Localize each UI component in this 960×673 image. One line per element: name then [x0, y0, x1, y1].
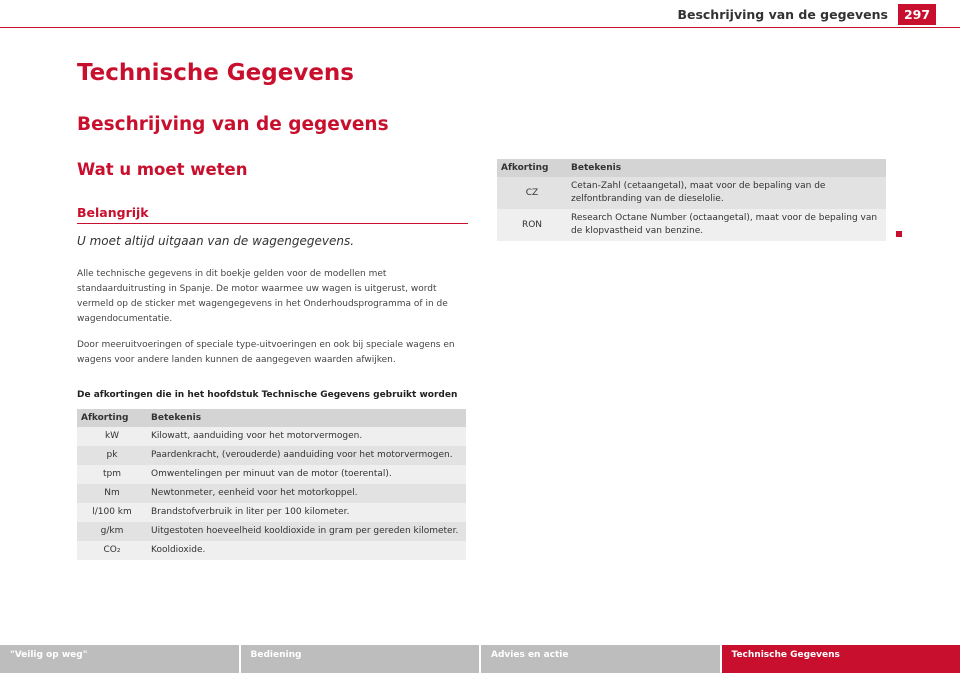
- table-row: [77, 522, 466, 541]
- meaning-cell: Kooldioxide.: [147, 541, 466, 560]
- abbreviation-cell: Nm: [77, 484, 147, 503]
- abbreviation-cell: RON: [497, 209, 567, 241]
- footer-tab-advice[interactable]: Advies en actie: [481, 645, 720, 673]
- section-end-marker: [896, 231, 902, 237]
- meaning-cell: Kilowatt, aanduiding voor het motorvermogen.: [147, 427, 466, 446]
- meaning-cell: Paardenkracht, (verouderde) aanduiding voor het motorvermogen.: [147, 446, 466, 465]
- important-label: Belangrijk: [77, 205, 468, 224]
- table-row: [77, 465, 466, 484]
- table-row: [77, 503, 466, 522]
- paragraph-1: Alle technische gegevens in dit boekje gelden voor de modellen met standaarduitrusting in Spanje. De motor waarmee uw wagen is uitgerust, wordt vermeld op de sticker met wagengegevens in het Onderhoudsprogramma of in de wagendocumentatie.: [77, 269, 448, 324]
- footer-nav: [0, 645, 960, 673]
- running-header: Beschrijving van de gegevens: [677, 7, 888, 22]
- column-header-abbreviation: Afkorting: [77, 409, 147, 427]
- abbreviation-cell: pk: [77, 446, 147, 465]
- abbreviations-table-continued: [497, 159, 886, 241]
- important-lead: U moet altijd uitgaan van de wagengegevens.: [77, 234, 355, 248]
- meaning-cell: Cetan-Zahl (cetaangetal), maat voor de bepaling van de zelfontbranding van de dieselolie.: [567, 177, 886, 209]
- abbreviation-cell: g/km: [77, 522, 147, 541]
- table-row: [77, 541, 466, 560]
- header-rule: [0, 27, 960, 28]
- abbreviation-cell: CO₂: [77, 541, 147, 560]
- table-row: [497, 177, 886, 209]
- meaning-cell: Uitgestoten hoeveelheid kooldioxide in gram per gereden kilometer.: [147, 522, 466, 541]
- page-number-badge: 297: [898, 4, 936, 25]
- abbreviation-cell: kW: [77, 427, 147, 446]
- table-row: [77, 427, 466, 446]
- column-header-abbreviation: Afkorting: [497, 159, 567, 177]
- abbreviation-cell: tpm: [77, 465, 147, 484]
- meaning-cell: Research Octane Number (octaangetal), maat voor de bepaling van de klopvastheid van benzine.: [567, 209, 886, 241]
- table-heading: De afkortingen die in het hoofdstuk Technische Gegevens gebruikt worden: [77, 390, 458, 400]
- footer-tab-technical-data[interactable]: Technische Gegevens: [722, 645, 960, 673]
- table-row: [497, 209, 886, 241]
- abbreviations-table: [77, 409, 466, 560]
- abbreviation-cell: l/100 km: [77, 503, 147, 522]
- paragraph-2: Door meeruitvoeringen of speciale type-uitvoeringen en ook bij speciale wagens en wagens voor andere landen kunnen de aangegeven waarden afwijken.: [77, 340, 455, 365]
- meaning-cell: Omwentelingen per minuut van de motor (toerental).: [147, 465, 466, 484]
- meaning-cell: Newtonmeter, eenheid voor het motorkoppel.: [147, 484, 466, 503]
- column-header-meaning: Betekenis: [147, 409, 466, 427]
- chapter-title: Technische Gegevens: [77, 60, 354, 86]
- table-row: [77, 484, 466, 503]
- abbreviation-cell: CZ: [497, 177, 567, 209]
- meaning-cell: Brandstofverbruik in liter per 100 kilometer.: [147, 503, 466, 522]
- table-row: [77, 446, 466, 465]
- column-header-meaning: Betekenis: [567, 159, 886, 177]
- footer-tab-safety[interactable]: "Veilig op weg": [0, 645, 239, 673]
- subsection-title: Wat u moet weten: [77, 160, 248, 179]
- footer-tab-operation[interactable]: Bediening: [241, 645, 480, 673]
- section-title: Beschrijving van de gegevens: [77, 114, 389, 135]
